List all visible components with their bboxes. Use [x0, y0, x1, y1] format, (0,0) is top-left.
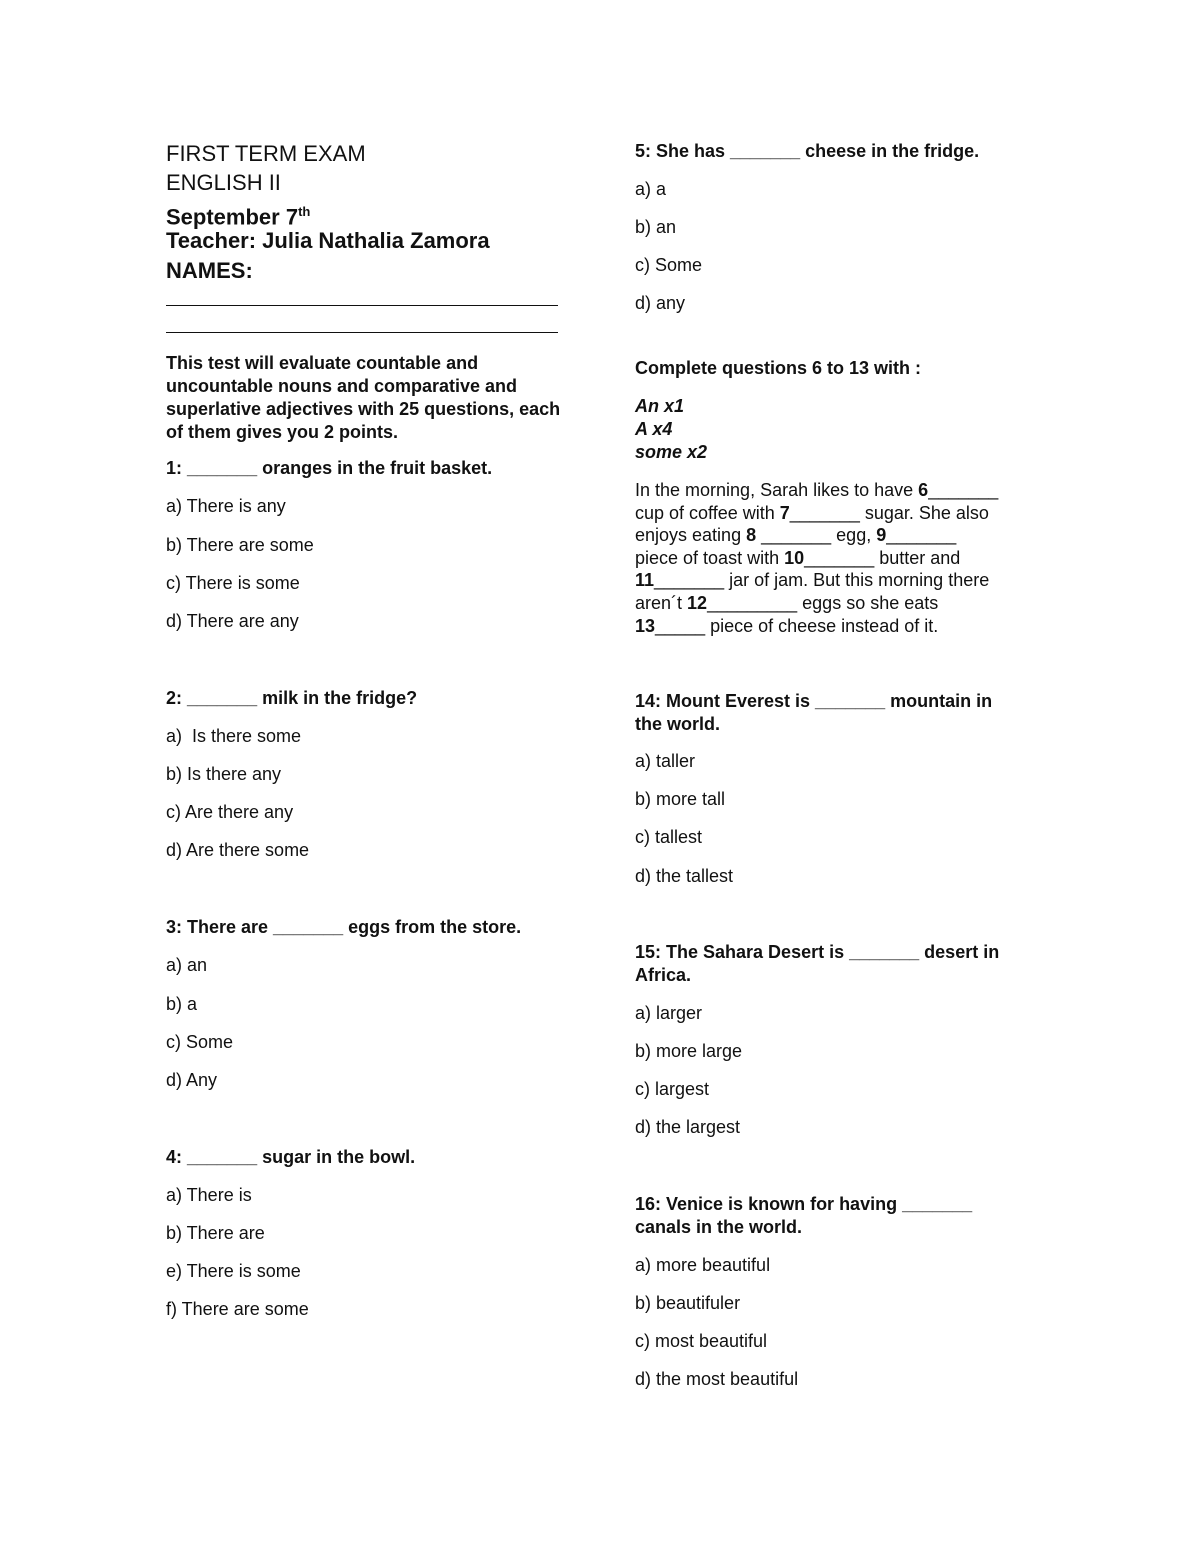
q3-option-a[interactable]: a) an [166, 955, 208, 975]
q15-option-a[interactable]: a) larger [635, 1003, 703, 1023]
intro-text: This test will evaluate countable and uncountable nouns and comparative and superlative adjectives with 25 questions, each of them gives you 2 points. [166, 353, 561, 442]
question-3: 3: There are _______ eggs from the store. [166, 917, 522, 937]
q15-option-d[interactable]: d) the largest [635, 1117, 741, 1137]
blank-number-12: 12 [687, 592, 708, 613]
blank-number-6: 6 [918, 480, 929, 500]
cloze-line-6 [635, 592, 998, 615]
blank-number-7: 7 [779, 502, 790, 523]
q5-option-c[interactable]: c) Some [635, 255, 703, 275]
cloze-line-2 [635, 502, 998, 525]
q14-option-d[interactable]: d) the tallest [635, 866, 734, 886]
q1-option-a[interactable]: a) There is any [166, 496, 286, 516]
blank-number-10: 10 [784, 547, 805, 568]
exam-title: FIRST TERM EXAM [166, 141, 366, 166]
cloze-text: enjoys eating [635, 525, 747, 546]
names-line-2[interactable] [166, 332, 558, 333]
question-14: 14: Mount Everest is _______ mountain in [635, 691, 993, 711]
blank-11[interactable]: _______ jar of jam. But this morning there [654, 570, 990, 591]
question-15: 15: The Sahara Desert is _______ desert in [635, 942, 1000, 962]
q2-option-c[interactable]: c) Are there any [166, 802, 294, 822]
q1-option-c[interactable]: c) There is some [166, 573, 300, 593]
q16-option-b[interactable]: b) beautifuler [635, 1293, 741, 1313]
q4-option-a[interactable]: a) There is [166, 1185, 252, 1205]
question-2: 2: _______ milk in the fridge? [166, 688, 418, 708]
cloze-instruction: Complete questions 6 to 13 with : [635, 358, 922, 378]
word-bank-a: A x4 [635, 419, 673, 439]
blank-number-13: 13 [635, 615, 656, 636]
question-1: 1: _______ oranges in the fruit basket. [166, 458, 493, 478]
question-4: 4: _______ sugar in the bowl. [166, 1147, 416, 1167]
q5-option-d[interactable]: d) any [635, 293, 686, 313]
blank-6[interactable]: _______ [928, 480, 999, 500]
q4-option-f[interactable]: f) There are some [166, 1299, 309, 1319]
question-5: 5: She has _______ cheese in the fridge. [635, 141, 980, 161]
q15-option-c[interactable]: c) largest [635, 1079, 710, 1099]
q14-option-a[interactable]: a) taller [635, 751, 696, 771]
blank-12[interactable]: _________ eggs so she eats [707, 592, 939, 613]
cloze-line-3 [635, 524, 998, 547]
cloze-text: cup of coffee with [635, 502, 780, 523]
q14-option-c[interactable]: c) tallest [635, 827, 703, 847]
cloze-line-4 [635, 547, 998, 570]
q2-option-b[interactable]: b) Is there any [166, 764, 282, 784]
blank-7[interactable]: _______ sugar. She also [789, 502, 989, 523]
exam-subject: ENGLISH II [166, 170, 281, 195]
q15-option-b[interactable]: b) more large [635, 1041, 743, 1061]
exam-date-suffix: th [298, 204, 311, 219]
q16-option-a[interactable]: a) more beautiful [635, 1255, 771, 1275]
question-14-line-2: the world. [635, 714, 720, 734]
blank-10[interactable]: _______ butter and [804, 547, 961, 568]
cloze-line-7 [635, 615, 998, 638]
cloze-paragraph [635, 479, 998, 637]
blank-13[interactable]: _____ piece of cheese instead of it. [655, 615, 939, 636]
word-bank-an: An x1 [635, 396, 685, 416]
names-line-1[interactable] [166, 305, 558, 306]
blank-number-8: 8 [746, 525, 757, 546]
q5-option-a[interactable]: a) a [635, 179, 667, 199]
cloze-line-1 [635, 479, 998, 502]
q2-option-a[interactable]: a) Is there some [166, 726, 302, 746]
teacher-name: Teacher: Julia Nathalia Zamora [166, 228, 490, 253]
exam-date-text: September 7 [166, 204, 299, 230]
blank-8[interactable]: _______ egg, [756, 525, 877, 546]
q16-option-d[interactable]: d) the most beautiful [635, 1369, 799, 1389]
word-bank-some: some x2 [635, 442, 708, 462]
question-16: 16: Venice is known for having _______ [635, 1194, 973, 1214]
cloze-text: piece of toast with [635, 547, 785, 568]
q16-option-c[interactable]: c) most beautiful [635, 1331, 768, 1351]
q14-option-b[interactable]: b) more tall [635, 789, 726, 809]
q1-option-d[interactable]: d) There are any [166, 611, 299, 631]
cloze-text: In the morning, Sarah likes to have [635, 480, 919, 500]
q3-option-c[interactable]: c) Some [166, 1032, 234, 1052]
q3-option-b[interactable]: b) a [166, 994, 198, 1014]
q4-option-e[interactable]: e) There is some [166, 1261, 301, 1281]
names-label: NAMES: [166, 258, 253, 283]
q4-option-b[interactable]: b) There are [166, 1223, 265, 1243]
cloze-line-5 [635, 569, 998, 592]
blank-9[interactable]: _______ [886, 525, 957, 546]
question-15-line-2: Africa. [635, 965, 692, 985]
blank-number-9: 9 [876, 525, 887, 546]
cloze-text: aren´t [635, 592, 688, 613]
blank-number-11: 11 [635, 570, 655, 591]
q5-option-b[interactable]: b) an [635, 217, 677, 237]
q1-option-b[interactable]: b) There are some [166, 535, 314, 555]
q3-option-d[interactable]: d) Any [166, 1070, 218, 1090]
question-16-line-2: canals in the world. [635, 1217, 803, 1237]
q2-option-d[interactable]: d) Are there some [166, 840, 310, 860]
